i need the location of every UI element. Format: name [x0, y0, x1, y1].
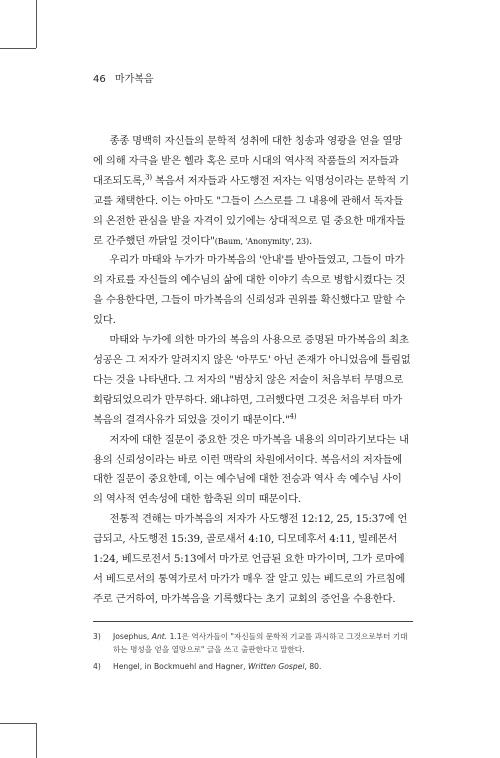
footnote-ref-4[interactable]: 4) — [289, 412, 297, 421]
running-title: 마가복음 — [114, 74, 154, 85]
paragraph: 우리가 마태와 누가가 마가복음의 '안내'를 받아들였고, 그들이 마가의 자료를 자신들의 예수님의 삶에 대한 이야기 속으로 병합시켰다는 것을 수용한다면, 그들이 마가복음의 신뢰성과 권위를 확신했다고 말할 수 있다. — [93, 254, 406, 327]
crop-mark-bottom-left-vertical — [36, 723, 37, 758]
paragraph: 마태와 누가에 의한 마가의 복음의 사용으로 증명된 마가복음의 최초 성공은 그 저자가 알려지지 않은 '아무도' 아닌 존재가 아니었음에 틀림없다는 것을 나타낸다. 그 저자의 "범상치 않은 저술이 처음부터 무명으로 회람되었으리가 만무하다. 왜냐하면, 그러했다면 그것은 처음부터 마가복음의 결격사유가 되었을 것이기 때문이다."$^{4)}$ — [93, 334, 411, 426]
main-text — [93, 132, 411, 610]
paragraph: 저자에 대한 질문이 중요한 것은 마가복음 내용의 의미라기보다는 내용의 신뢰성이라는 바로 이런 맥락의 차원에서이다. 복음서의 저자들에 대한 질문이 중요한데, 이는 예수님에 대한 전승과 역사 속 예수님 사이의 역사적 연속성에 대한 함축된 의미 때문이다. — [93, 433, 409, 506]
paragraph: 전통적 견해는 마가복음의 저자가 사도행전 12:12, 25, 15:37에 언급되고, 사도행전 15:39, 골로새서 4:10, 디모데후서 4:11, 빌레몬서 1:24, 베드로전서 5:13에서 마가로 언급된 요한 마가이며, 그가 로마에서 베드로서의 통역가로서 마가가 매우 잘 알고 있는 베드로의 가르침에 주로 근거하여, 마가복음을 기록했다는 초기 교회의 증언을 수용한다. — [93, 513, 408, 605]
crop-mark-bottom-left-horizontal — [0, 723, 36, 724]
footnote — [93, 630, 413, 656]
running-header — [93, 70, 154, 85]
crop-mark-top-left-horizontal — [0, 48, 36, 49]
footnote-text: Hengel, in Bockmuehl and Hagner, Written Gospel, 80. — [113, 662, 322, 671]
footnote — [93, 660, 413, 673]
paragraph: 종종 명백히 자신들의 문학적 성취에 대한 칭송과 영광을 얻을 열망에 의해 자극을 받은 헬라 혹은 로마 시대의 역사적 작품들의 저자들과 대조되도록,$^{3)}$ 복음서 저자들과 사도행전 저자는 익명성이라는 문학적 기교를 채택한다. 이는 아마도 "그들이 스스로를 그 내용에 관해서 독자들의 온전한 관심을 받을 자격이 있기에는 상대적으로 덜 중요한 매개자들로 간주했던 까닭일 것이다"(Baum, 'Anonymity', 23). — [93, 135, 409, 247]
page-number: 46 — [93, 74, 106, 85]
footnote-text: Josephus, Ant. 1.1은 역사가들이 "자신들의 문학적 기교를 과시하고 그것으로부터 기대하는 명성을 얻을 열망으로" 글을 쓰고 출판한다고 말한다. — [113, 632, 408, 654]
crop-mark-top-left-vertical — [36, 0, 37, 48]
footnote-number: 3) — [93, 632, 101, 641]
footnotes — [93, 621, 413, 677]
footnote-number: 4) — [93, 662, 101, 671]
citation: (Baum, 'Anonymity', 23) — [214, 236, 309, 246]
footnote-ref-3[interactable]: 3) — [145, 173, 152, 182]
